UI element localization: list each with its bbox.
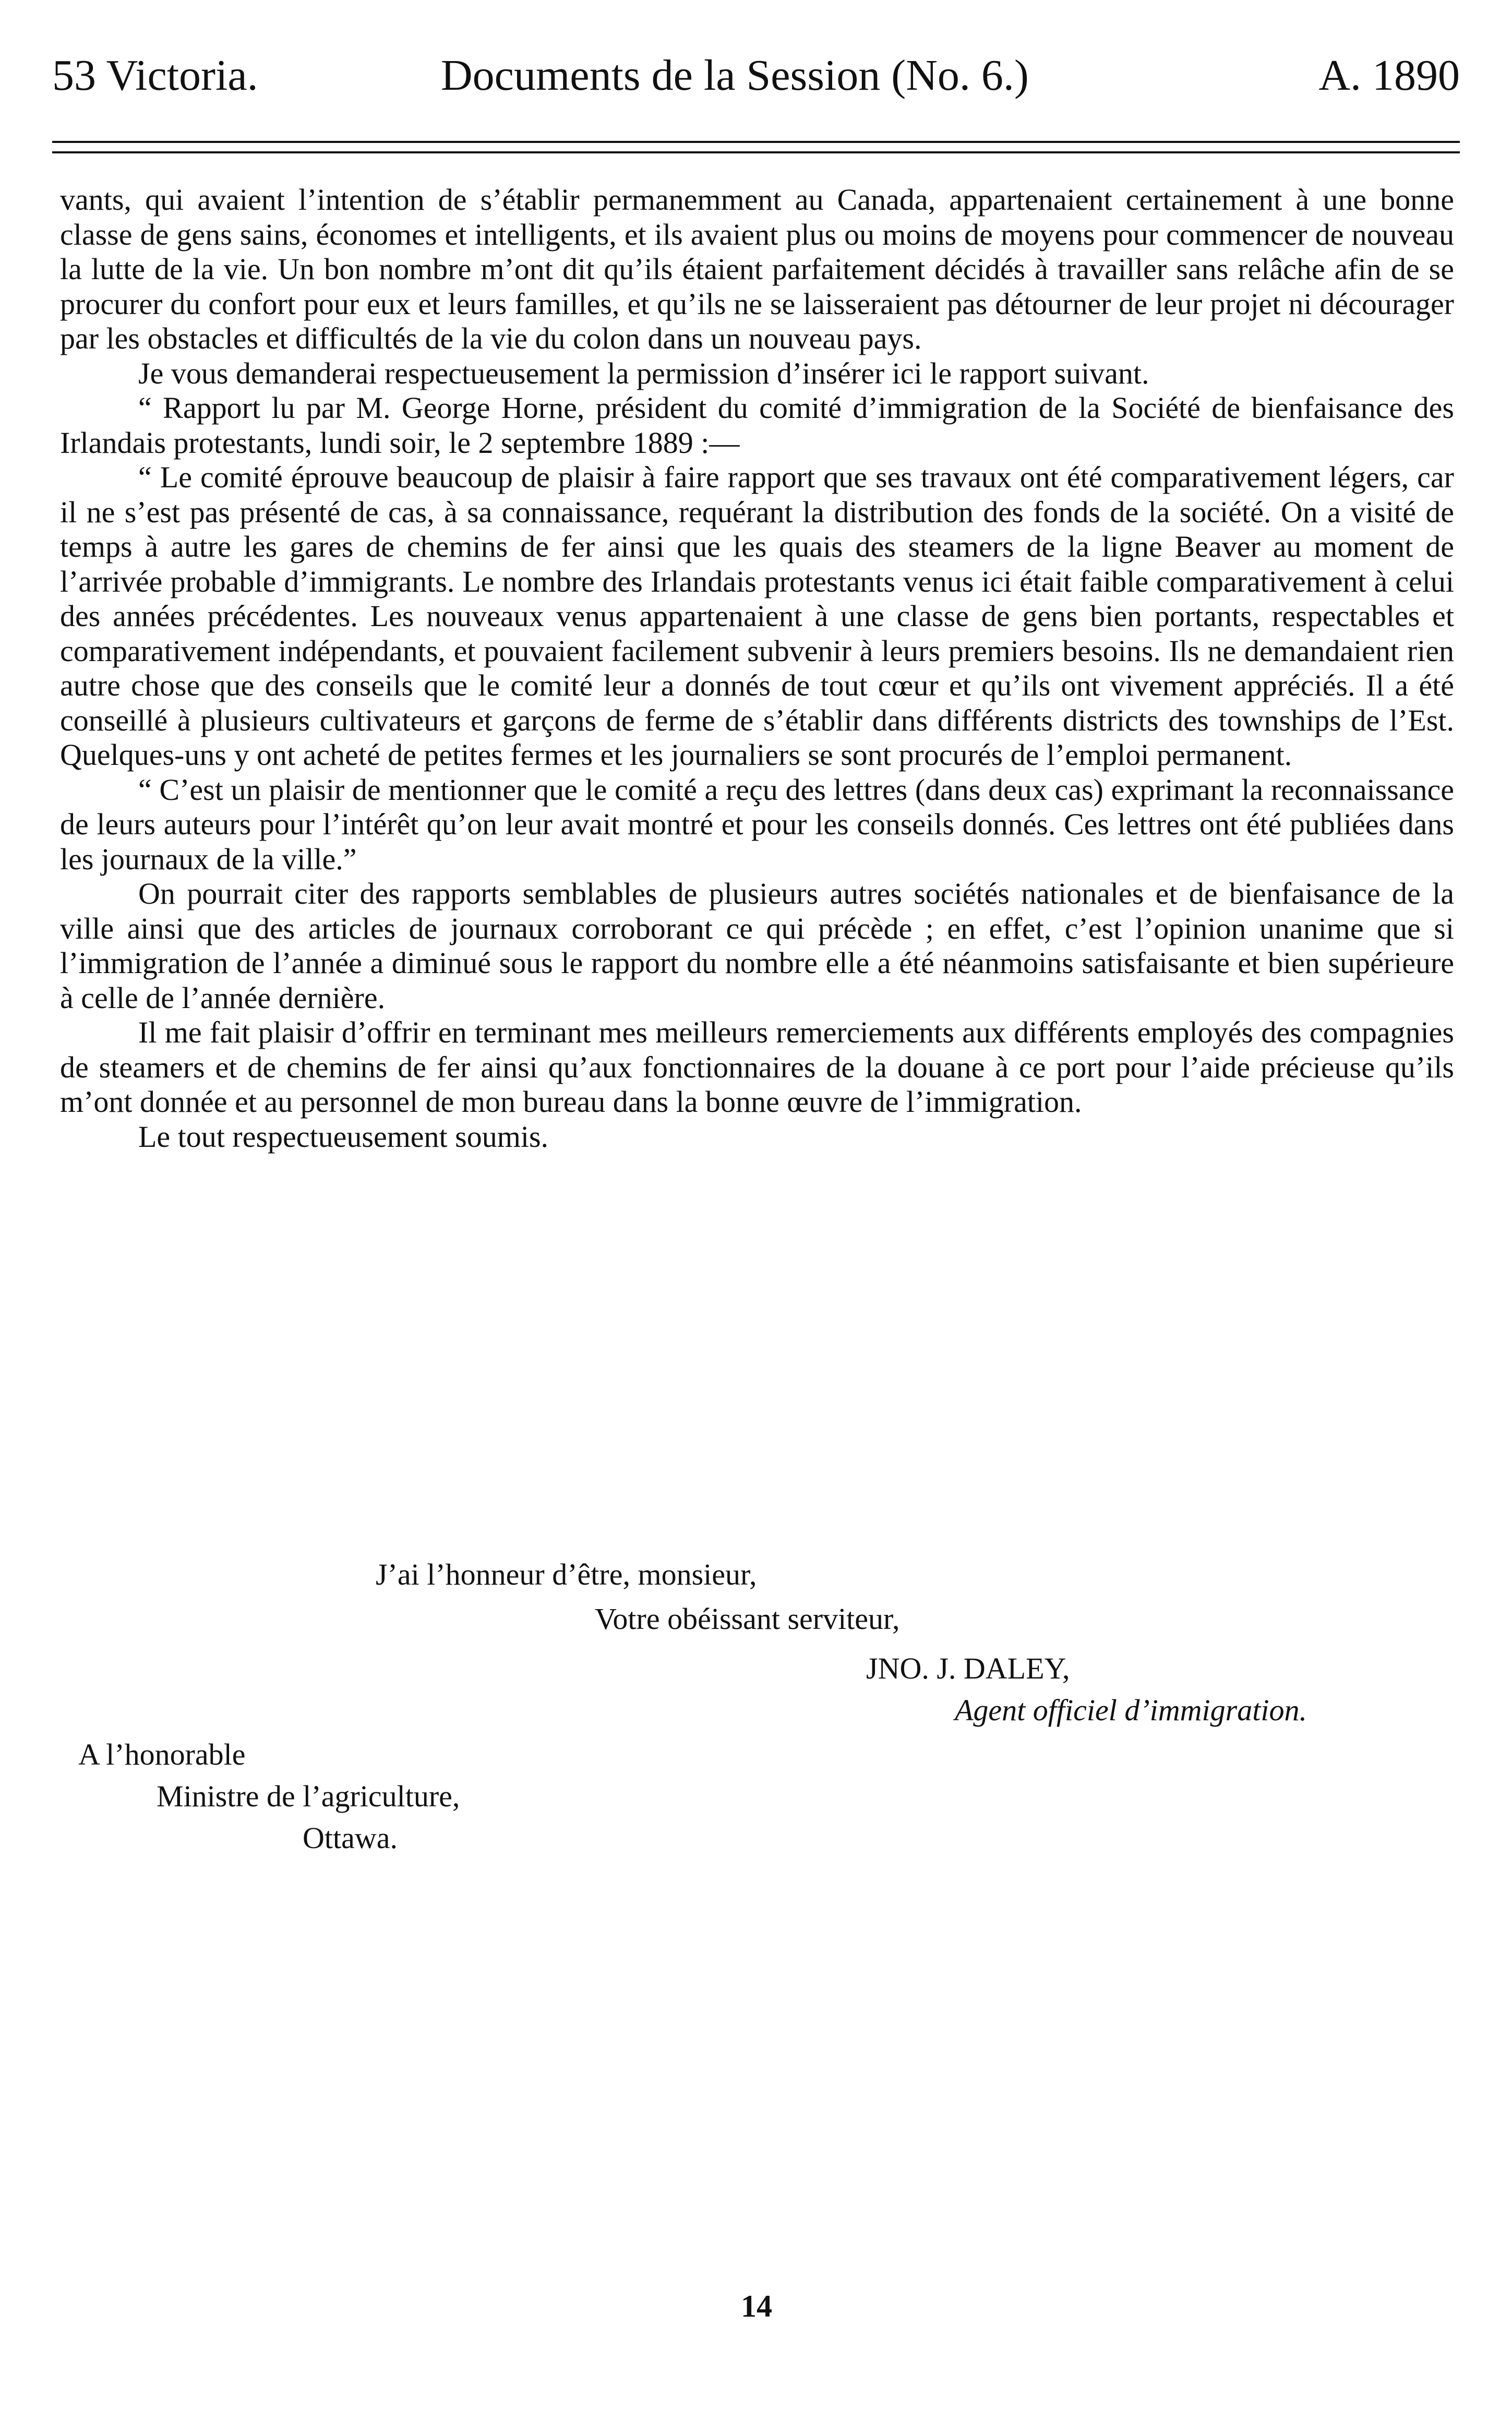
paragraph-4: “ Le comité éprouve beaucoup de plaisir à faire rapport que ses travaux ont été comparativement légers, car il ne s’est pas présenté de cas, à sa connaissance, requérant la distribution des fonds de la société. On a visité de temps à autre les gares de chemins de fer ainsi que les quais des steamers de la ligne Beaver au moment de l’arrivée probable d’immigrants. Le nombre des Irlandais protestants venus ici était faible comparativement à celui des années précédentes. Les nouveaux venus appartenaient à une classe de gens bien portants, respectables et comparativement indépendants, et pouvaient facilement subvenir à leurs premiers besoins. Ils ne demandaient rien autre chose que des conseils que le comité leur a donnés de tout cœur et qu’ils ont vivement appréciés. Il a été conseillé à plusieurs cultivateurs et garçons de ferme de s’établir dans différents districts des townships de l’Est. Quelques-uns y ont acheté de petites fermes et les journaliers se sont procurés de l’emploi permanent. [60,460,1454,772]
header-volume: 53 Victoria. [52,51,258,100]
signature-title: Agent officiel d’immigration. [955,1693,1307,1727]
paragraph-2: Je vous demanderai respectueusement la permission d’insérer ici le rapport suivant. [138,356,1149,390]
header-rule-top [52,141,1460,143]
running-header [52,47,1460,104]
address-line-3: Ottawa. [303,1821,398,1855]
paragraph-8: Le tout respectueusement soumis. [138,1119,549,1154]
paragraph-5: “ C’est un plaisir de mentionner que le comité a reçu des lettres (dans deux cas) exprimant la reconnaissance de leurs auteurs pour l’intérêt qu’on leur avait montré et pour les conseils donnés. Ces lettres ont été publiées dans les journaux de la ville.” [60,772,1454,876]
page-number: 14 [741,2289,772,2323]
address-line-2: Ministre de l’agriculture, [157,1779,460,1813]
paragraph-1: vants, qui avaient l’intention de s’établir permanemment au Canada, appartenaient certainement à une bonne classe de gens sains, économes et intelligents, et ils avaient plus ou moins de moyens pour commencer de nouveau la lutte de la vie. Un bon nombre m’ont dit qu’ils étaient parfaitement décidés à travailler sans relâche afin de se procurer du confort pour eux et leurs familles, et qu’ils ne se laisseraient pas détourner de leur projet ni décourager par les obstacles et difficultés de la vie du colon dans un nouveau pays. [60,183,1454,355]
address-line-1: A l’honorable [78,1737,246,1771]
body-text [60,183,1454,1154]
closing-servant-line: Votre obéissant serviteur, [595,1602,900,1636]
closing-honour-line: J’ai l’honneur d’être, monsieur, [376,1557,757,1591]
header-rule-bottom [52,151,1460,153]
header-title: Documents de la Session (No. 6.) [441,51,1029,100]
paragraph-7: Il me fait plaisir d’offrir en terminant mes meilleurs remerciements aux différents employés des compagnies de steamers et de chemins de fer ainsi qu’aux fonctionnaires de la douane à ce port pour l’aide précieuse qu’ils m’ont donnée et au personnel de mon bureau dans la bonne œuvre de l’immigration. [60,1015,1454,1119]
paragraph-3: “ Rapport lu par M. George Horne, président du comité d’immigration de la Société de bienfaisance des Irlandais protestants, lundi soir, le 2 septembre 1889 :— [60,391,1454,460]
signature-name: JNO. J. DALEY, [866,1651,1070,1685]
header-year: A. 1890 [1318,51,1460,100]
paragraph-6: On pourrait citer des rapports semblables de plusieurs autres sociétés nationales et de bienfaisance de la ville ainsi que des articles de journaux corroborant ce qui précède ; en effet, c’est l’opinion unanime que si l’immigration de l’année a diminué sous le rapport du nombre elle a été néanmoins satisfaisante et bien supérieure à celle de l’année dernière. [60,877,1454,1015]
